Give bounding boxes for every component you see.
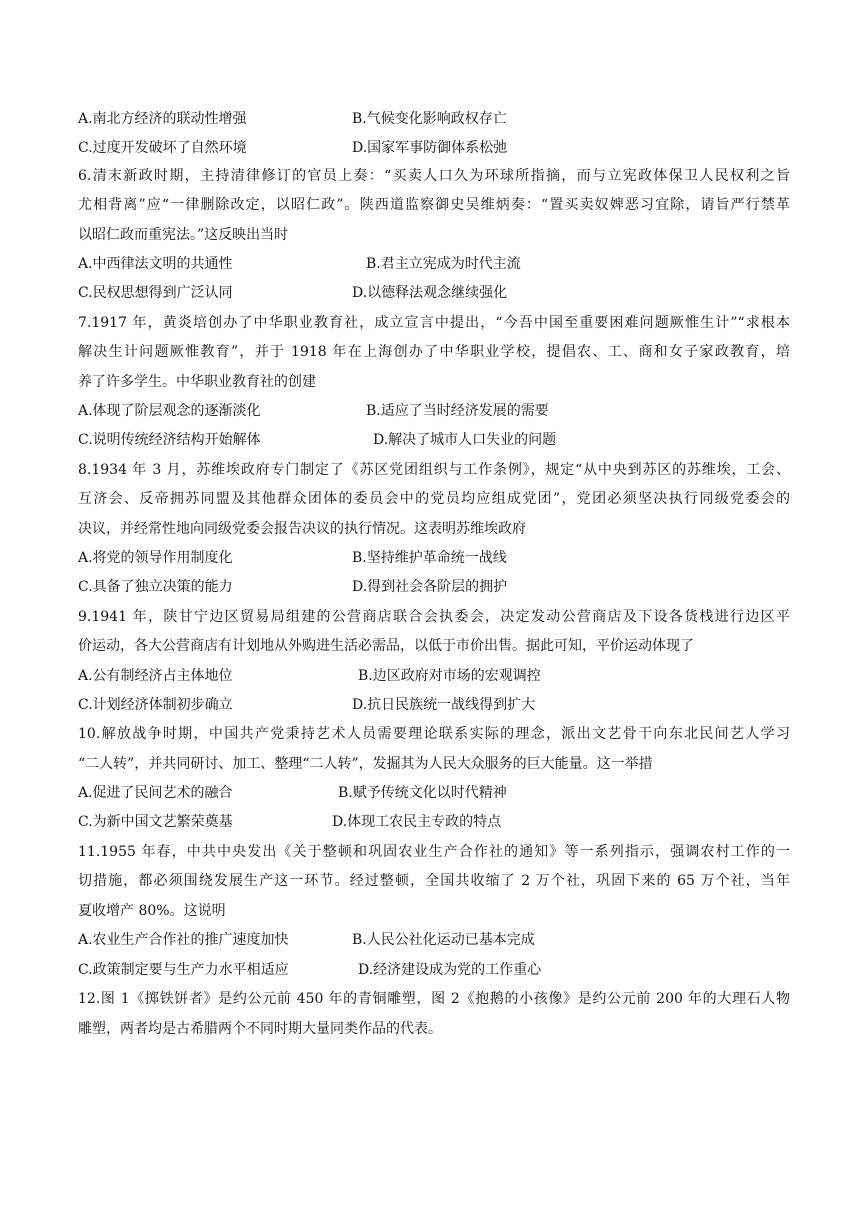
q6-stem-line-3: 以昭仁政而重宪法。”这反映出当时	[78, 227, 289, 243]
q5-option-a: A.南北方经济的联动性增强	[78, 111, 247, 127]
q7-option-c: C.说明传统经济结构开始解体	[78, 432, 261, 448]
q6-stem-line-2: 尤相背离”应“一律删除改定，以昭仁政”。陕西道监察御史吴维炳奏：“置买卖奴婢恶习宜除，请旨严行禁革	[78, 197, 790, 213]
q11-option-d: D.经济建设成为党的工作重心	[358, 962, 542, 978]
q5-option-b: B.气候变化影响政权存亡	[352, 111, 507, 127]
q10-option-b: B.赋予传统文化以时代精神	[338, 785, 507, 801]
q8-option-d: D.得到社会各阶层的拥护	[352, 579, 508, 595]
q9-stem-line-1: 9.1941 年，陕甘宁边区贸易局组建的公营商店联合会执委会，决定发动公营商店及下设各货栈进行边区平	[78, 609, 790, 625]
q9-stem-line-2: 价运动，各大公营商店有计划地从外购进生活必需品，以低于市价出售。据此可知，平价运动体现了	[78, 638, 694, 654]
q9-option-d: D.抗日民族统一战线得到扩大	[352, 697, 536, 713]
q8-option-c: C.具备了独立决策的能力	[78, 579, 233, 595]
q10-stem-line-2: “二人转”，并共同研讨、加工、整理“二人转”，发掘其为人民大众服务的巨大能量。这一举措	[78, 756, 653, 772]
q6-option-d: D.以德释法观念继续强化	[352, 285, 508, 301]
q8-stem-line-3: 决议，并经常性地向同级党委会报告决议的执行情况。这表明苏维埃政府	[78, 521, 526, 537]
q6-stem-line-1: 6.清末新政时期，主持清律修订的官员上奏：“买卖人口久为环球所指摘，而与立宪政体保卫人民权利之旨	[78, 168, 790, 184]
q7-option-b: B.适应了当时经济发展的需要	[366, 403, 549, 419]
q11-stem-line-2: 切措施，都必须围绕发展生产这一环节。经过整顿，全国共收缩了 2 万个社，巩固下来的 65 万个社，当年	[78, 873, 790, 889]
q10-stem-line-1: 10.解放战争时期，中国共产党秉持艺术人员需要理论联系实际的理念，派出文艺骨干向东北民间艺人学习	[78, 726, 790, 742]
q8-option-a: A.将党的领导作用制度化	[78, 550, 233, 566]
q7-option-d: D.解决了城市人口失业的问题	[373, 432, 557, 448]
q7-stem-line-1: 7.1917 年，黄炎培创办了中华职业教育社，成立宣言中提出，“今吾中国至重要困难问题厥惟生计”“求根本	[78, 315, 790, 331]
q7-option-a: A.体现了阶层观念的逐渐淡化	[78, 403, 261, 419]
q12-stem-line-1: 12.图 1《掷铁饼者》是约公元前 450 年的青铜雕塑，图 2《抱鹅的小孩像》是约公元前 200 年的大理石人物	[78, 991, 790, 1007]
q11-option-b: B.人民公社化运动已基本完成	[352, 932, 535, 948]
q12-stem-line-2: 雕塑，两者均是古希腊两个不同时期大量同类作品的代表。	[78, 1021, 442, 1037]
q10-option-a: A.促进了民间艺术的融合	[78, 785, 233, 801]
q9-option-b: B.边区政府对市场的宏观调控	[358, 668, 541, 684]
q6-option-a: A.中西律法文明的共通性	[78, 256, 233, 272]
q9-option-a: A.公有制经济占主体地位	[78, 668, 233, 684]
q6-option-c: C.民权思想得到广泛认同	[78, 285, 233, 301]
q11-stem-line-1: 11.1955 年春，中共中央发出《关于整顿和巩固农业生产合作社的通知》等一系列指示，强调农村工作的一	[78, 844, 790, 860]
q10-option-c: C.为新中国文艺繁荣奠基	[78, 814, 233, 830]
q11-stem-line-3: 夏收增产 80%。这说明	[78, 903, 226, 919]
q7-stem-line-2: 解决生计问题厥惟教育”，并于 1918 年在上海创办了中华职业学校，提倡农、工、商和女子家政教育，培	[78, 344, 790, 360]
q11-option-a: A.农业生产合作社的推广速度加快	[78, 932, 289, 948]
q6-option-b: B.君主立宪成为时代主流	[366, 256, 521, 272]
q7-stem-line-3: 养了许多学生。中华职业教育社的创建	[78, 374, 316, 390]
q10-option-d: D.体现工农民主专政的特点	[332, 814, 502, 830]
q5-option-d: D.国家军事防御体系松弛	[352, 140, 508, 156]
q11-option-c: C.政策制定要与生产力水平相适应	[78, 962, 289, 978]
q5-option-c: C.过度开发破坏了自然环境	[78, 140, 247, 156]
q8-stem-line-1: 8.1934 年 3 月，苏维埃政府专门制定了《苏区党团组织与工作条例》，规定“从中央到苏区的苏维埃，工会、	[78, 462, 790, 478]
q8-stem-line-2: 互济会、反帝拥苏同盟及其他群众团体的委员会中的党员均应组成党团”，党团必须坚决执行同级党委会的	[78, 491, 790, 507]
q9-option-c: C.计划经济体制初步确立	[78, 697, 233, 713]
q8-option-b: B.坚持维护革命统一战线	[352, 550, 507, 566]
